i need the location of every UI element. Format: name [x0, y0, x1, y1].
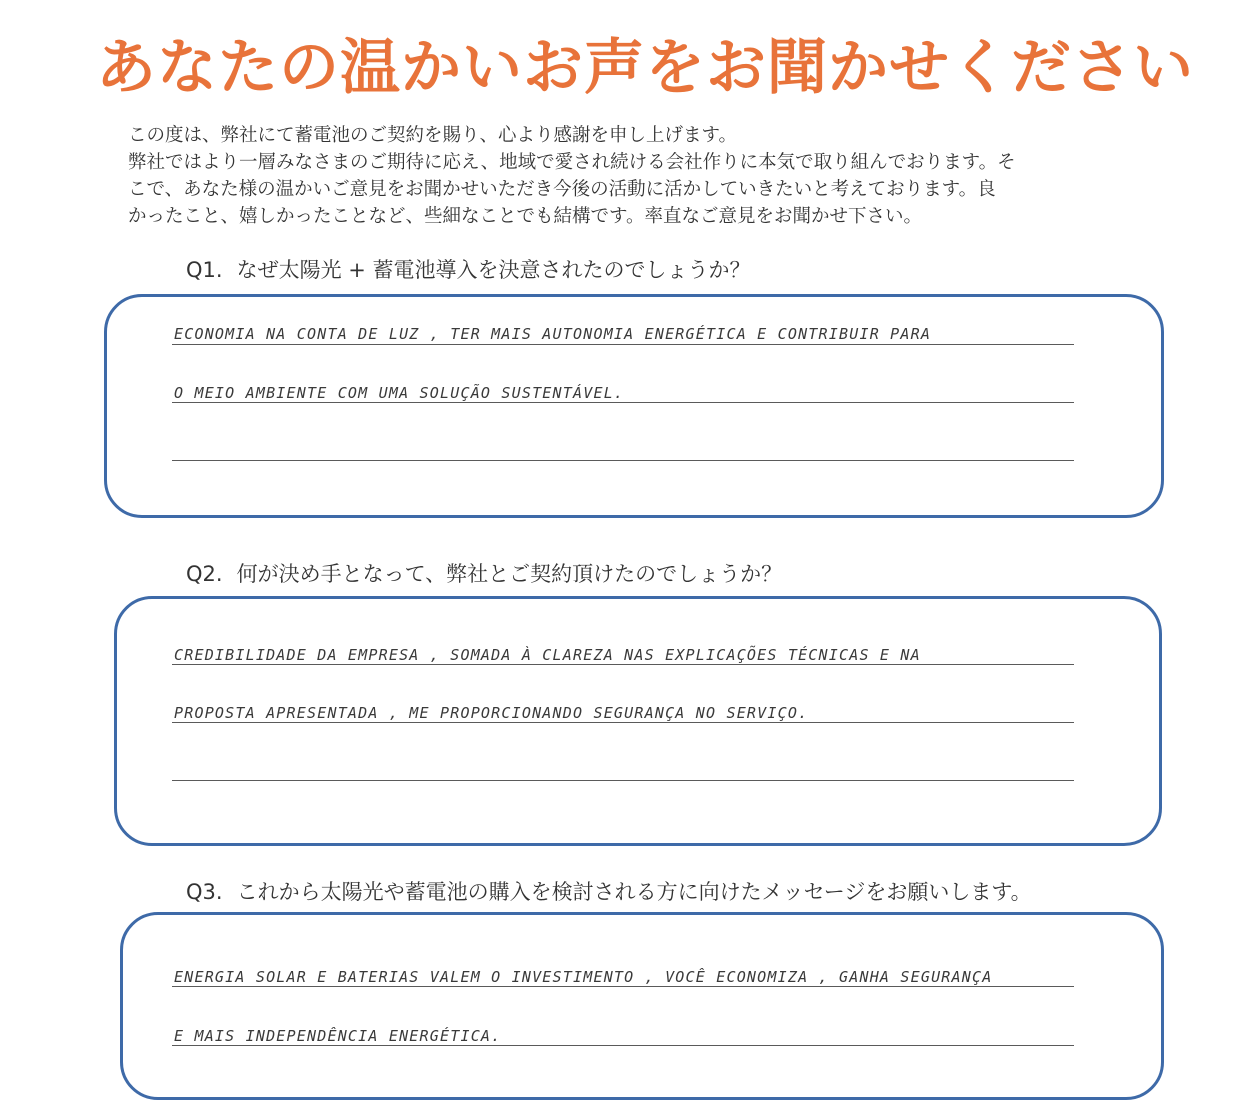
writing-line	[172, 986, 1074, 987]
page-title: あなたの温かいお声をお聞かせください	[96, 33, 1194, 103]
intro-text	[128, 122, 1128, 230]
intro-line: こで、あなた様の温かいご意見をお聞かせいただき今後の活動に活かしていきたいと考えております。良	[128, 179, 996, 200]
question-2	[186, 558, 782, 588]
question-number: Q1.	[186, 258, 223, 282]
writing-line	[172, 402, 1074, 403]
writing-line	[172, 460, 1074, 461]
writing-line	[172, 780, 1074, 781]
intro-line: 弊社ではより一層みなさまのご期待に応え、地域で愛され続ける会社作りに本気で取り組んでおります。そ	[128, 152, 1016, 173]
answer-3-line-1: ENERGIA SOLAR E BATERIAS VALEM O INVESTIMENTO , VOCÊ ECONOMIZA , GANHA SEGURANÇA	[174, 968, 993, 986]
answer-1-line-1: ECONOMIA NA CONTA DE LUZ , TER MAIS AUTONOMIA ENERGÉTICA E CONTRIBUIR PARA	[174, 325, 932, 343]
question-number: Q3.	[186, 880, 223, 904]
question-text: なぜ太陽光 + 蓄電池導入を決意されたのでしょうか？	[236, 258, 751, 282]
intro-line: かったこと、嬉しかったことなど、些細なことでも結構です。率直なご意見をお聞かせ下さい。	[128, 206, 923, 227]
answer-box-3[interactable]	[120, 912, 1164, 1100]
answer-2-line-1: CREDIBILIDADE DA EMPRESA , SOMADA À CLAREZA NAS EXPLICAÇÕES TÉCNICAS E NA	[174, 646, 921, 664]
question-number: Q2.	[186, 562, 223, 586]
answer-3-line-2: E MAIS INDEPENDÊNCIA ENERGÉTICA.	[174, 1027, 502, 1045]
answer-1-line-2: O MEIO AMBIENTE COM UMA SOLUÇÃO SUSTENTÁVEL.	[174, 384, 625, 402]
writing-line	[172, 344, 1074, 345]
writing-line	[172, 664, 1074, 665]
question-3	[186, 876, 1032, 906]
answer-2-line-2: PROPOSTA APRESENTADA , ME PROPORCIONANDO SEGURANÇA NO SERVIÇO.	[174, 704, 809, 722]
writing-line	[172, 722, 1074, 723]
question-text: これから太陽光や蓄電池の購入を検討される方に向けたメッセージをお願いします。	[236, 880, 1032, 904]
intro-line: この度は、弊社にて蓄電池のご契約を賜り、心より感謝を申し上げます。	[128, 125, 738, 146]
question-1	[186, 254, 751, 284]
writing-line	[172, 1045, 1074, 1046]
question-text: 何が決め手となって、弊社とご契約頂けたのでしょうか？	[236, 562, 783, 586]
